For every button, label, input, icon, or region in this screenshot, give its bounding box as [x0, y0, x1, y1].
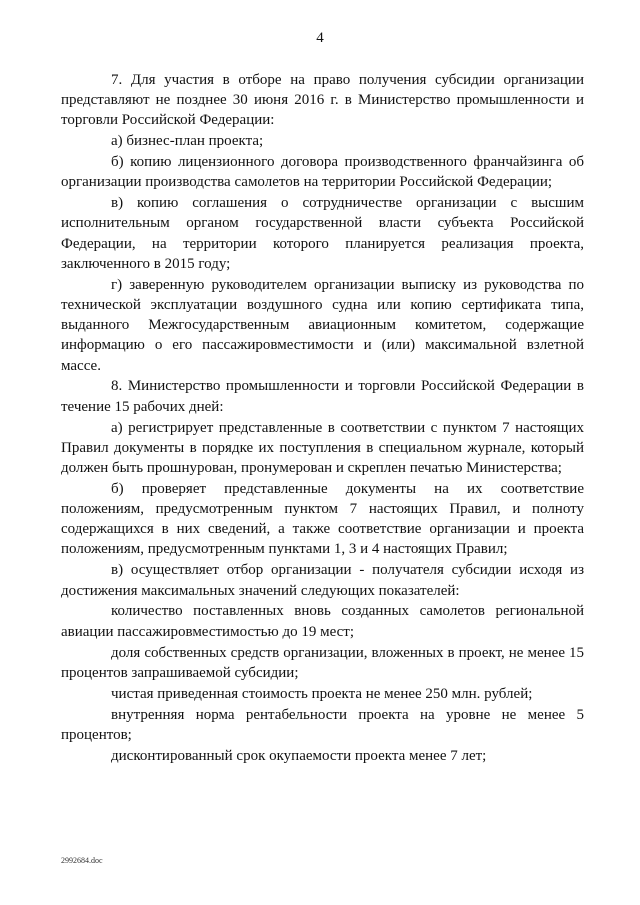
- indicator-aircraft-count: количество поставленных вновь созданных самолетов региональной авиации пассажировместимостью до 19 мест;: [61, 603, 584, 640]
- paragraph-7b: б) копию лицензионного договора производственного франчайзинга об организации производства самолетов на территории Российской Федерации;: [61, 154, 584, 191]
- paragraph-7v: в) копию соглашения о сотрудничестве организации с высшим исполнительным органом государственной власти субъекта Российской Федерации, на территории которого планируется реализация проекта, заключенного в 2015 году;: [61, 195, 584, 272]
- document-filename: 2992684.doc: [61, 856, 103, 865]
- paragraph-7-intro: 7. Для участия в отборе на право получения субсидии организации представляют не позднее 30 июня 2016 г. в Министерство промышленности и торговли Российской Федерации:: [61, 72, 584, 129]
- paragraph-7g: г) заверенную руководителем организации выписку из руководства по технической эксплуатации воздушного судна или копию сертификата типа, выданного Межгосударственным авиационным комитетом, содержащие информацию о его пассажировместимости и (или) максимальной взлетной массе.: [61, 276, 584, 374]
- document-body: [61, 70, 584, 767]
- paragraph-8v: в) осуществляет отбор организации - получателя субсидии исходя из достижения максимальных значений следующих показателей:: [61, 562, 584, 599]
- indicator-irr: внутренняя норма рентабельности проекта на уровне не менее 5 процентов;: [61, 706, 584, 743]
- indicator-own-funds-share: доля собственных средств организации, вложенных в проект, не менее 15 процентов запрашиваемой субсидии;: [61, 644, 584, 681]
- indicator-payback: дисконтированный срок окупаемости проекта менее 7 лет;: [111, 747, 487, 764]
- indicator-npv: чистая приведенная стоимость проекта не менее 250 млн. рублей;: [111, 685, 533, 702]
- paragraph-8-intro: 8. Министерство промышленности и торговли Российской Федерации в течение 15 рабочих дней:: [61, 378, 584, 415]
- page-number: 4: [316, 30, 324, 46]
- paragraph-7a: а) бизнес-план проекта;: [111, 133, 264, 150]
- paragraph-8b: б) проверяет представленные документы на их соответствие положениям, предусмотренным пунктом 7 настоящих Правил, и полноту содержащихся в них сведений, а также соответствие организации и проекта положениям, предусмотренным пунктами 1, 3 и 4 настоящих Правил;: [61, 480, 584, 558]
- paragraph-8a: а) регистрирует представленные в соответствии с пунктом 7 настоящих Правил документы в порядке их поступления в специальном журнале, который должен быть прошнурован, пронумерован и скреплен печатью Министерства;: [61, 419, 584, 476]
